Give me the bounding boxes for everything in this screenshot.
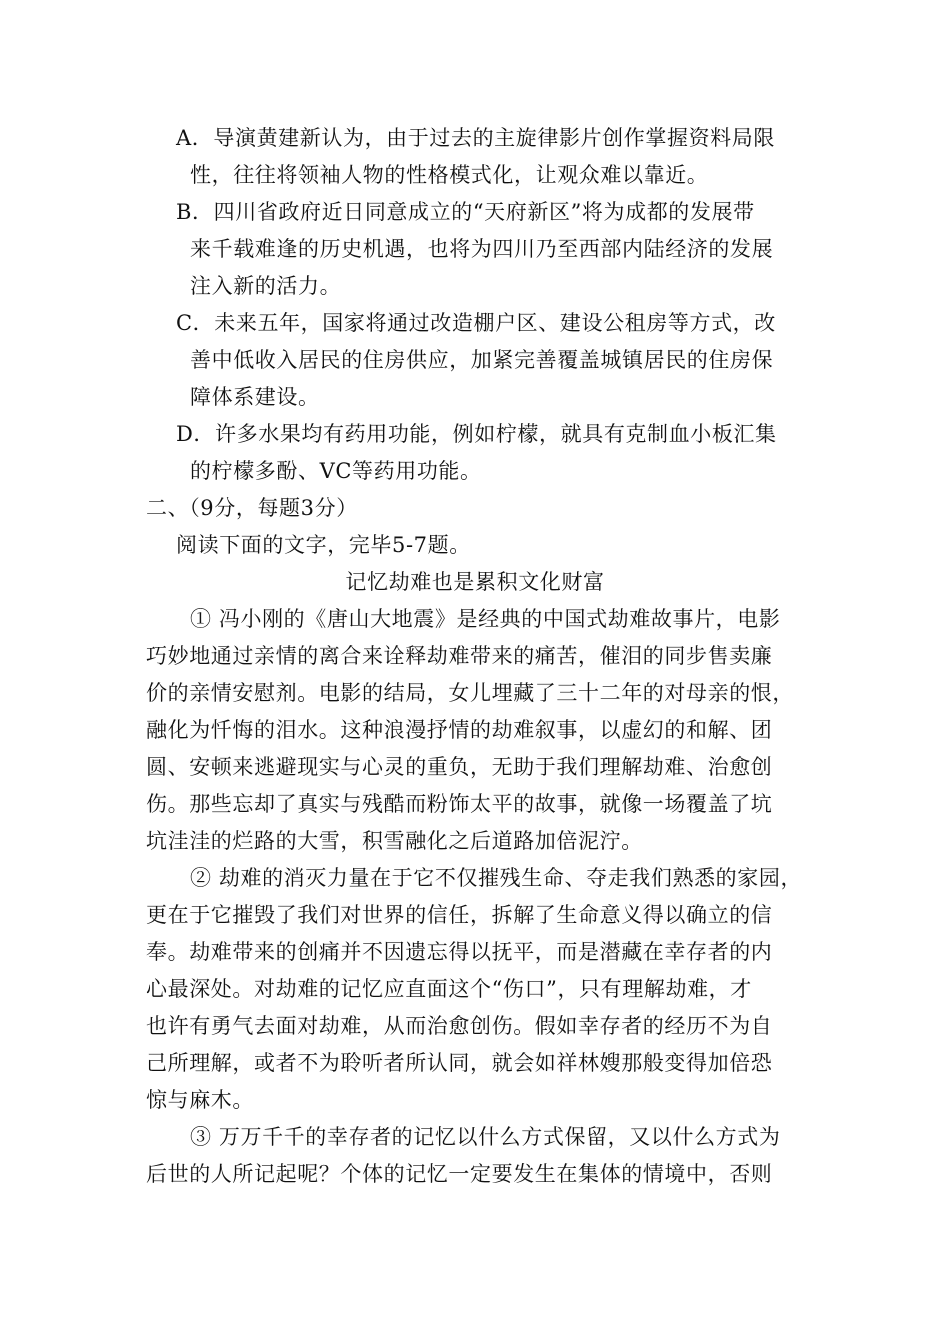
paragraph-2-line-1: ② 劫难的消灭力量在于它不仅摧残生命、夺走我们熟悉的家园，: [190, 866, 803, 890]
section-instruction: 阅读下面的文字，完毕5-7题。: [176, 533, 471, 557]
paragraph-2-line-2: 更在于它摧毁了我们对世界的信任，拆解了生命意义得以确立的信: [146, 903, 773, 927]
option-c-line-3: 障体系建设。: [190, 385, 320, 409]
paragraph-1-line-6: 伤。那些忘却了真实与残酷而粉饰太平的故事，就像一场覆盖了坑: [146, 792, 773, 816]
paragraph-2-line-6: 己所理解，或者不为聆听者所认同，就会如祥林嫂那般变得加倍恐: [146, 1051, 773, 1075]
paragraph-1-line-3: 价的亲情安慰剂。电影的结局，女儿埋藏了三十二年的对母亲的恨，: [146, 681, 794, 705]
paragraph-3-line-2: 后世的人所记起呢？个体的记忆一定要发生在集体的情境中，否则: [146, 1162, 773, 1186]
article-title: 记忆劫难也是累积文化财富: [345, 570, 605, 594]
option-c-line-2: 善中低收入居民的住房供应，加紧完善覆盖城镇居民的住房保: [190, 348, 774, 372]
paragraph-1-line-2: 巧妙地通过亲情的离合来诠释劫难带来的痛苦，催泪的同步售卖廉: [146, 644, 773, 668]
paragraph-3-line-1: ③ 万万千千的幸存者的记忆以什么方式保留，又以什么方式为: [190, 1125, 781, 1149]
paragraph-2-line-5: 也许有勇气去面对劫难，从而治愈创伤。假如幸存者的经历不为自: [146, 1014, 773, 1038]
option-a-line-1: A．导演黄建新认为，由于过去的主旋律影片创作掌握资料局限: [176, 126, 775, 150]
option-b-line-1: B．四川省政府近日同意成立的“天府新区”将为成都的发展带: [176, 200, 755, 224]
section-heading: 二、（9分，每题3分）: [146, 496, 358, 520]
paragraph-2-line-3: 奉。劫难带来的创痛并不因遗忘得以抚平，而是潜藏在幸存者的内: [146, 940, 773, 964]
paragraph-2-line-4: 心最深处。对劫难的记忆应直面这个“伤口”，只有理解劫难，才: [146, 977, 752, 1001]
paragraph-1-line-4: 融化为忏悔的泪水。这种浪漫抒情的劫难叙事，以虚幻的和解、团: [146, 718, 773, 742]
option-d-line-1: D．许多水果均有药用功能，例如柠檬，就具有克制血小板汇集: [176, 422, 777, 446]
paragraph-1-line-1: ① 冯小刚的《唐山大地震》是经典的中国式劫难故事片，电影: [190, 607, 781, 631]
paragraph-1-line-7: 坑洼洼的烂路的大雪，积雪融化之后道路加倍泥泞。: [146, 829, 643, 853]
option-a-line-2: 性，往往将领袖人物的性格模式化，让观众难以靠近。: [190, 163, 709, 187]
option-c-line-1: C．未来五年，国家将通过改造棚户区、建设公租房等方式，改: [176, 311, 776, 335]
option-b-line-3: 注入新的活力。: [190, 274, 342, 298]
paragraph-1-line-5: 圆、安顿来逃避现实与心灵的重负，无助于我们理解劫难、治愈创: [146, 755, 773, 779]
paragraph-2-line-7: 惊与麻木。: [146, 1088, 254, 1112]
option-d-line-2: 的柠檬多酚、VC等药用功能。: [190, 459, 482, 483]
option-b-line-2: 来千载难逢的历史机遇，也将为四川乃至西部内陆经济的发展: [190, 237, 774, 261]
